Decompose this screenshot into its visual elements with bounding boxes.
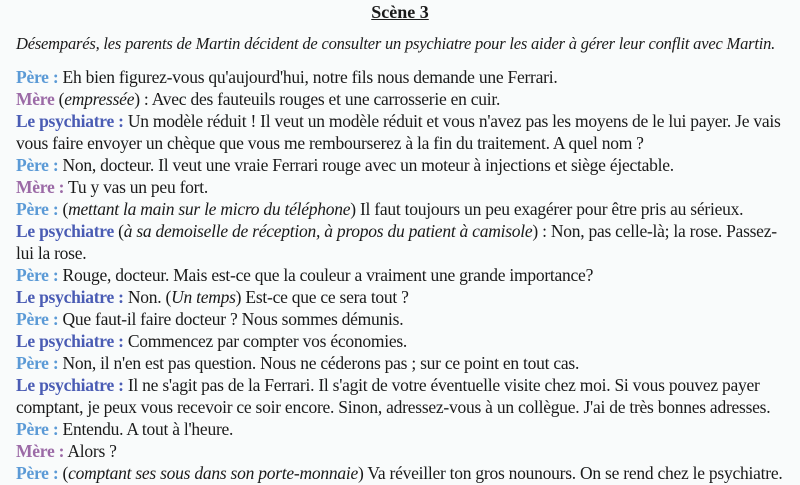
- dialogue-line: [16, 176, 800, 198]
- stage-direction: Un temps: [171, 287, 236, 307]
- speaker-name: Le psychiatre: [16, 331, 115, 351]
- scene-title: Scène 3: [371, 2, 429, 22]
- dialogue-text: ) Va réveiller ton gros nounours. On se rend chez le psychiatre.: [358, 463, 783, 483]
- speaker-name: Père: [16, 265, 49, 285]
- speaker-colon: :: [114, 375, 124, 395]
- dialogue-line: [16, 396, 800, 418]
- dialogue-text: (: [58, 463, 69, 483]
- speaker-name: Père: [16, 155, 49, 175]
- dialogue-line: [16, 462, 800, 484]
- dialogue-line: [16, 198, 800, 220]
- speaker-name: Le psychiatre: [16, 375, 115, 395]
- stage-direction: comptant ses sous dans son porte-monnaie: [68, 463, 359, 483]
- dialogue-text: comptant, je peux vous recevoir ce soir encore. Sinon, adressez-vous à un collègue. J'ai de très bonnes adresses.: [16, 397, 771, 417]
- speaker-name: Père: [16, 463, 49, 483]
- speaker-name: Le psychiatre: [16, 287, 115, 307]
- dialogue-text: ) : Non, pas celle-là; la rose. Passez-: [532, 221, 777, 241]
- dialogue-line: [16, 66, 800, 88]
- speaker-colon: :: [114, 331, 124, 351]
- dialogue-line: [16, 220, 800, 242]
- stage-direction: à sa demoiselle de réception, à propos du patient à camisole: [123, 221, 533, 241]
- speaker-name: Mère: [16, 177, 55, 197]
- dialogue-text: (: [54, 89, 65, 109]
- dialogue-text: Il ne s'agit pas de la Ferrari. Il s'agit de votre éventuelle visite chez moi. Si vous pouvez payer: [123, 375, 760, 395]
- dialogue-text: lui la rose.: [16, 243, 87, 263]
- dialogue-text: Commencez par compter vos économies.: [123, 331, 408, 351]
- speaker-name: Le psychiatre: [16, 111, 115, 131]
- dialogue-text: Que faut-il faire docteur ? Nous sommes démunis.: [58, 309, 404, 329]
- stage-direction: empressée: [64, 89, 135, 109]
- dialogue-text: Rouge, docteur. Mais est-ce que la couleur a vraiment une grande importance?: [58, 265, 594, 285]
- dialogue-text: Un modèle réduit ! Il veut un modèle réduit et vous n'avez pas les moyens de le lui payer. Je vais: [123, 111, 781, 131]
- dialogue-line: [16, 154, 800, 176]
- dialogue-text: Alors ?: [64, 441, 117, 461]
- speaker-colon: :: [54, 441, 65, 461]
- speaker-colon: :: [54, 177, 65, 197]
- speaker-name: Père: [16, 353, 49, 373]
- dialogue-text: ) Est-ce que ce sera tout ?: [235, 287, 409, 307]
- dialogue-text: Non, docteur. Il veut une vraie Ferrari rouge avec un moteur à injections et siège éjectable.: [58, 155, 674, 175]
- speaker-name: Père: [16, 199, 49, 219]
- speaker-colon: :: [48, 309, 59, 329]
- speaker-colon: :: [48, 419, 59, 439]
- speaker-name: Mère: [16, 441, 55, 461]
- speaker-name: Père: [16, 419, 49, 439]
- speaker-name: Mère: [16, 89, 55, 109]
- dialogue-text: Eh bien figurez-vous qu'aujourd'hui, notre fils nous demande une Ferrari.: [58, 67, 558, 87]
- dialogue: [16, 66, 800, 484]
- speaker-colon: :: [114, 287, 124, 307]
- speaker-colon: :: [114, 111, 124, 131]
- dialogue-line: [16, 352, 800, 374]
- speaker-name: Le psychiatre: [16, 221, 115, 241]
- dialogue-line: [16, 132, 800, 154]
- speaker-name: Père: [16, 309, 49, 329]
- dialogue-text: vous faire envoyer un chèque que vous me rembourserez à la fin du traitement. A quel nom ?: [16, 133, 644, 153]
- dialogue-line: [16, 110, 800, 132]
- dialogue-line: [16, 88, 800, 110]
- dialogue-line: [16, 418, 800, 440]
- dialogue-text: Entendu. A tout à l'heure.: [58, 419, 234, 439]
- dialogue-line: [16, 330, 800, 352]
- dialogue-line: [16, 264, 800, 286]
- speaker-colon: :: [48, 265, 59, 285]
- speaker-colon: :: [48, 353, 59, 373]
- dialogue-text: (: [114, 221, 124, 241]
- stage-intro: Désemparés, les parents de Martin décident de consulter un psychiatre pour les aider à gérer leur conflit avec Martin.: [16, 34, 776, 53]
- dialogue-line: [16, 374, 800, 396]
- speaker-colon: :: [48, 67, 59, 87]
- speaker-name: Père: [16, 67, 49, 87]
- dialogue-text: Non. (: [123, 287, 172, 307]
- dialogue-text: ) Il faut toujours un peu exagérer pour être pris au sérieux.: [350, 199, 744, 219]
- dialogue-text: (: [58, 199, 69, 219]
- dialogue-line: [16, 242, 800, 264]
- dialogue-line: [16, 440, 800, 462]
- dialogue-line: [16, 308, 800, 330]
- dialogue-text: Tu y vas un peu fort.: [64, 177, 208, 197]
- speaker-colon: :: [48, 463, 59, 483]
- speaker-colon: :: [48, 155, 59, 175]
- speaker-colon: :: [48, 199, 59, 219]
- dialogue-text: Non, il n'en est pas question. Nous ne céderons pas ; sur ce point en tout cas.: [58, 353, 580, 373]
- stage-direction: mettant la main sur le micro du téléphone: [68, 199, 351, 219]
- dialogue-text: ) : Avec des fauteuils rouges et une carrosserie en cuir.: [134, 89, 501, 109]
- dialogue-line: [16, 286, 800, 308]
